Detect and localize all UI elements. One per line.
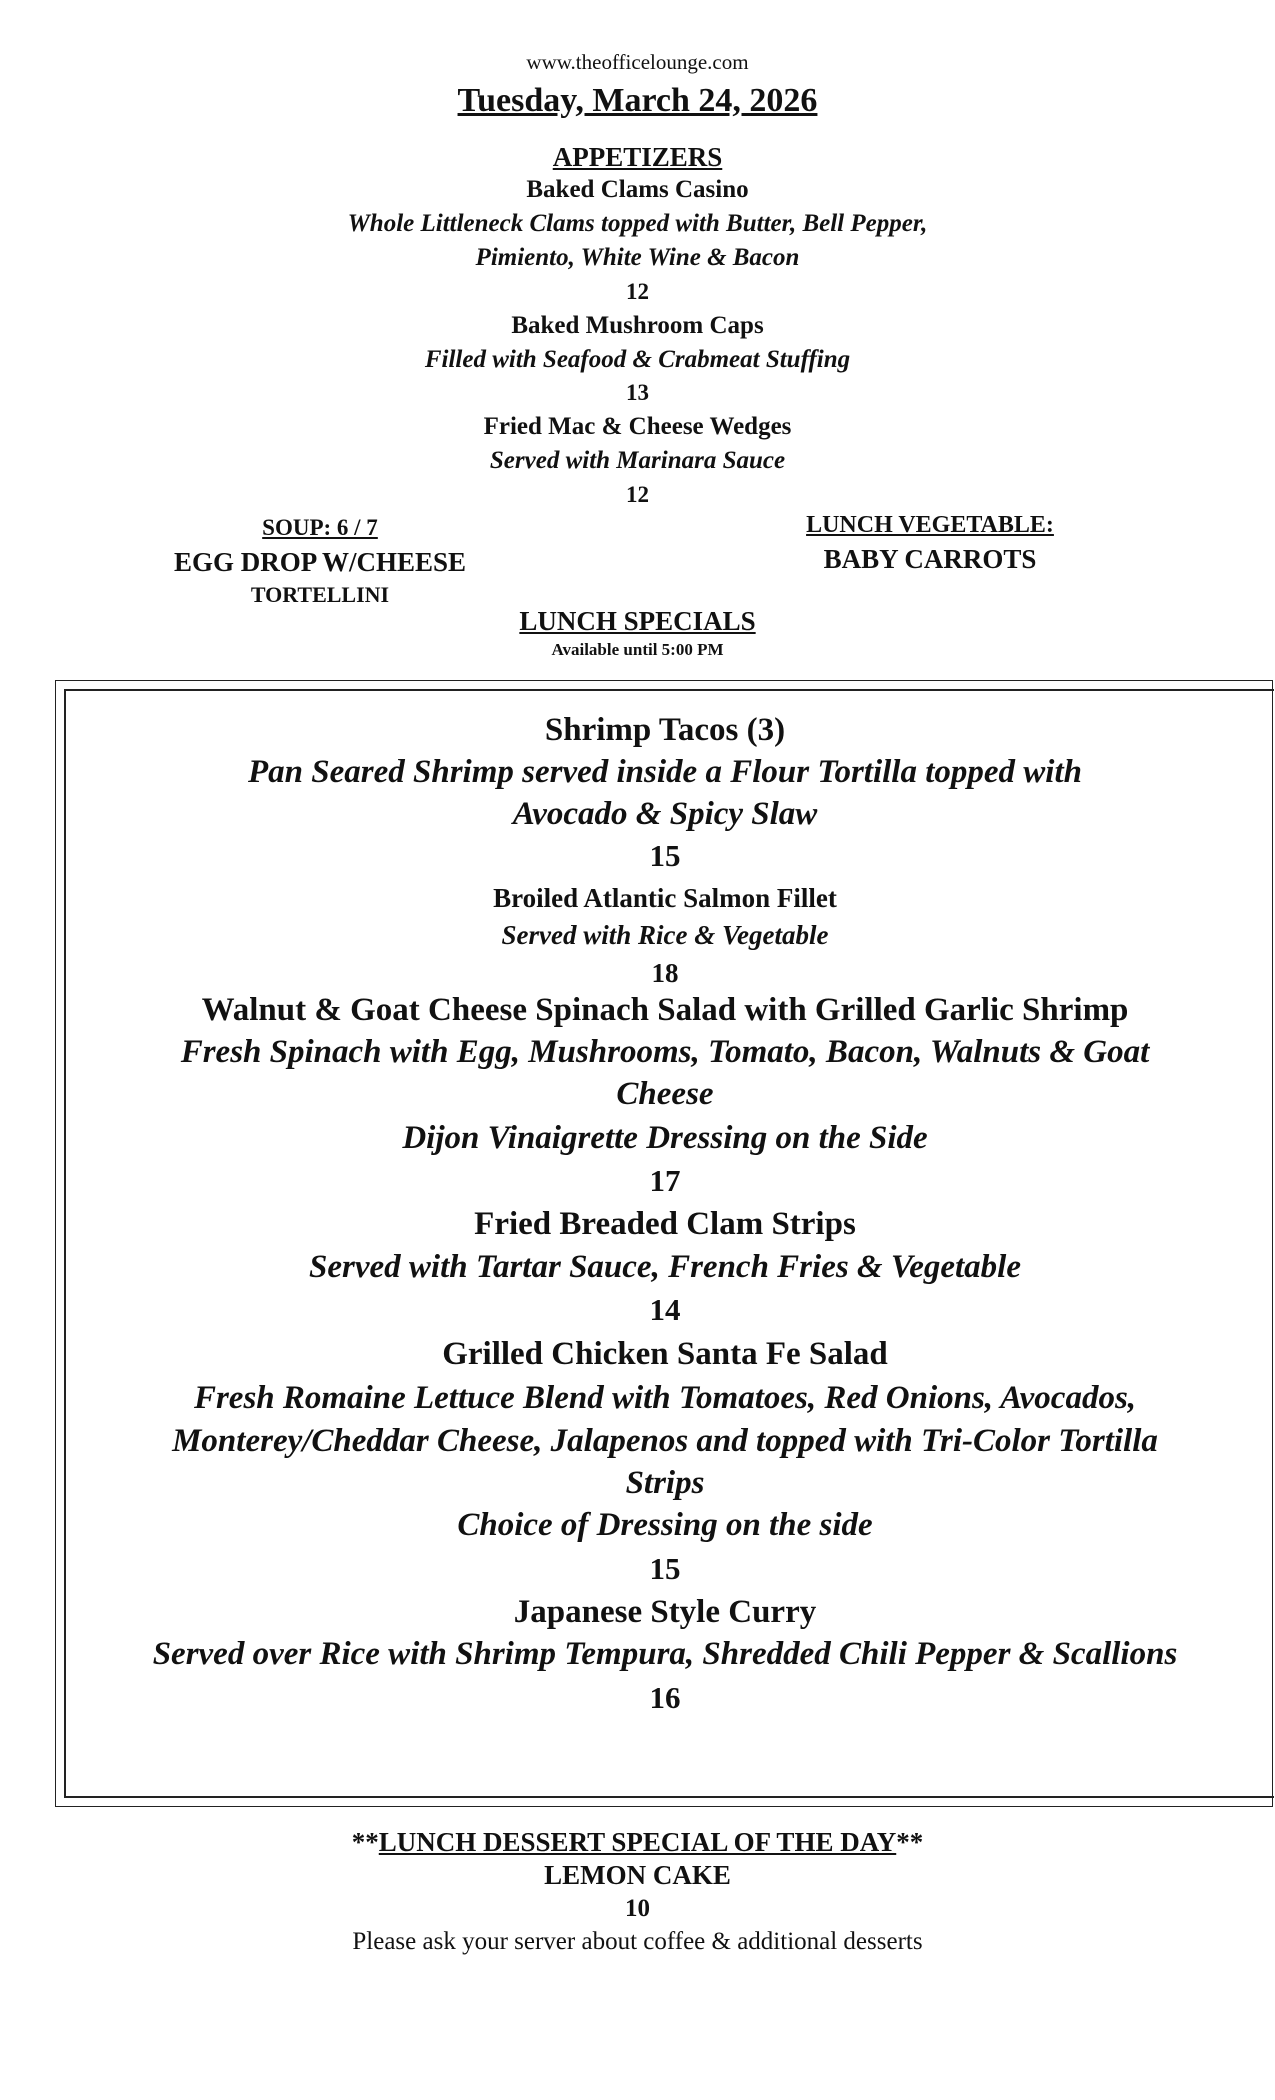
special-price: 15 [649, 838, 681, 873]
menu-date: Tuesday, March 24, 2026 [457, 82, 818, 119]
dessert-price: 10 [625, 1895, 650, 1922]
special-price: 14 [649, 1292, 681, 1327]
appetizer-price: 12 [626, 279, 649, 304]
special-name: Shrimp Tacos (3) [544, 712, 786, 748]
website-url: www.theofficelounge.com [526, 50, 749, 74]
soup-label: SOUP: 6 / 7 [262, 515, 378, 540]
special-price: 17 [649, 1163, 681, 1198]
lunch-vegetable-section [760, 512, 1100, 575]
special-description: Fresh Spinach with Egg, Mushrooms, Tomato, Bacon, Walnuts & Goat [180, 1034, 1150, 1070]
lunch-vegetable-label: LUNCH VEGETABLE: [806, 512, 1054, 538]
special-description: Monterey/Cheddar Cheese, Jalapenos and topped with Tri-Color Tortilla [172, 1423, 1158, 1459]
soup-name-continued: TORTELLINI [250, 582, 390, 607]
soup-name: EGG DROP W/CHEESE [173, 547, 467, 577]
special-price: 16 [649, 1680, 681, 1715]
lunch-vegetable-name: BABY CARROTS [823, 544, 1037, 574]
dessert-heading [0, 1827, 1275, 1858]
lunch-specials-availability: Available until 5:00 PM [551, 640, 724, 659]
special-description: Avocado & Spicy Slaw [512, 796, 818, 832]
dessert-name: LEMON CAKE [544, 1860, 731, 1890]
dessert-heading-text: LUNCH DESSERT SPECIAL OF THE DAY [378, 1827, 897, 1857]
special-description: Served with Tartar Sauce, French Fries & Vegetable [309, 1249, 1021, 1285]
dessert-heading-suffix: ** [896, 1827, 924, 1857]
appetizer-price: 12 [626, 482, 649, 507]
appetizer-name: Fried Mac & Cheese Wedges [483, 413, 792, 440]
special-name: Grilled Chicken Santa Fe Salad [442, 1336, 888, 1372]
special-description: Served over Rice with Shrimp Tempura, Shredded Chili Pepper & Scallions [152, 1636, 1178, 1672]
special-name: Broiled Atlantic Salmon Fillet [493, 883, 837, 913]
appetizers-heading: APPETIZERS [552, 142, 723, 172]
lunch-specials-heading: LUNCH SPECIALS [519, 606, 756, 636]
special-price: 15 [649, 1551, 681, 1586]
special-description: Choice of Dressing on the side [457, 1507, 873, 1543]
special-description: Strips [625, 1465, 705, 1501]
special-description: Cheese [616, 1076, 714, 1112]
special-description: Dijon Vinaigrette Dressing on the Side [402, 1120, 928, 1156]
dessert-heading-prefix: ** [351, 1827, 379, 1857]
special-description: Pan Seared Shrimp served inside a Flour Tortilla topped with [248, 754, 1082, 790]
appetizer-description: Served with Marinara Sauce [489, 447, 786, 474]
soup-section [140, 515, 500, 608]
special-price: 18 [651, 958, 679, 988]
appetizer-name: Baked Clams Casino [526, 176, 749, 203]
special-description: Fresh Romaine Lettuce Blend with Tomatoes, Red Onions, Avocados, [193, 1380, 1137, 1416]
appetizer-name: Baked Mushroom Caps [511, 312, 764, 339]
appetizer-description: Whole Littleneck Clams topped with Butter, Bell Pepper, [347, 210, 928, 237]
appetizer-description: Pimiento, White Wine & Bacon [475, 244, 800, 271]
special-name: Japanese Style Curry [513, 1594, 817, 1630]
appetizer-description: Filled with Seafood & Crabmeat Stuffing [424, 346, 851, 373]
dessert-note: Please ask your server about coffee & additional desserts [352, 1928, 923, 1955]
special-name: Walnut & Goat Cheese Spinach Salad with Grilled Garlic Shrimp [201, 992, 1129, 1028]
appetizer-price: 13 [626, 380, 649, 405]
special-name: Fried Breaded Clam Strips [474, 1206, 856, 1242]
special-description: Served with Rice & Vegetable [501, 920, 829, 950]
